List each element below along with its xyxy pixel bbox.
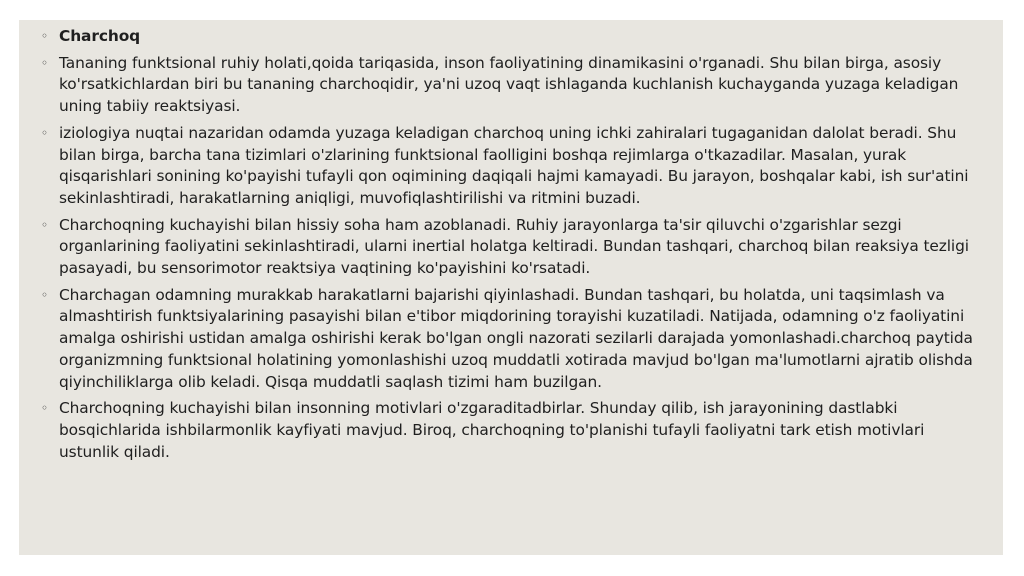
bullet-text: Charchagan odamning murakkab harakatlarni bajarishi qiyinlashadi. Bundan tashqari, bu holatda, uni taqsimlash va almashtirish funktsiyalarining pasayishi bilan e'tibor miqdorining torayishi kuzatiladi. Natijada, odamning o'z faoliyatini amalga oshirishi ustidan amalga oshirishi kerak bo'lgan ongli nazorati sezilarli darajada yomonlashadi.charchoq paytida organizmning funktsional holatining yomonlashishi uzoq muddatli xotirada mavjud bo'lgan ma'lumotlarni ajratib olishda qiyinchiliklarga olib keladi. Qisqa muddatli saqlash tizimi ham buzilgan. — [59, 285, 973, 391]
bullet-marker-icon: ◦ — [41, 217, 48, 232]
bullet-text: Charchoqning kuchayishi bilan insonning motivlari o'zgaraditadbirlar. Shunday qilib, ish jarayonining dastlabki bosqichlarida ishbilarmonlik kayfiyati mavjud. Biroq, charchoqning to'planishi tufayli faoliyatni tark etish motivlari ustunlik qiladi. — [59, 399, 925, 461]
bullet-item — [41, 398, 989, 463]
bullet-marker-icon: ◦ — [41, 55, 48, 70]
bullet-text: Charchoqning kuchayishi bilan hissiy soha ham azoblanadi. Ruhiy jarayonlarga ta'sir qiluvchi o'zgarishlar sezgi organlarining faoliyatini sekinlashtiradi, ularni inertial holatga keltiradi. Bundan tashqari, charchoq bilan reaksiya tezligi pasayadi, bu sensorimotor reaktsiya vaqtining ko'payishini ko'rsatadi. — [59, 215, 969, 278]
bullet-item — [41, 123, 989, 210]
slide-heading: Charchoq — [59, 27, 141, 45]
bullet-text: iziologiya nuqtai nazaridan odamda yuzaga keladigan charchoq uning ichki zahiralari tugaganidan dalolat beradi. Shu bilan birga, barcha tana tizimlari o'zlarining funktsional faolligini boshqa rejimlarga o'tkazadilar. Masalan, yurak qisqarishlari sonining ko'payishi tufayli qon oqimining daqiqali hajmi kamayadi. Bu jarayon, boshqalar kabi, ish sur'atini sekinlashtiradi, harakatlarning aniqligi, muvofiqlashtirilishi va ritmini buzadi. — [59, 123, 969, 207]
content-panel — [19, 20, 1003, 555]
bullet-marker-icon: ◦ — [41, 287, 48, 302]
bullet-item — [41, 53, 989, 118]
bullet-item — [41, 285, 989, 394]
bullet-item — [41, 215, 989, 280]
bullet-list — [19, 20, 1003, 463]
bullet-marker-icon: ◦ — [41, 125, 48, 140]
bullet-item-heading — [41, 26, 989, 48]
bullet-marker-icon: ◦ — [41, 29, 48, 43]
bullet-marker-icon: ◦ — [41, 401, 48, 416]
bullet-text: Tananing funktsional ruhiy holati,qoida tariqasida, inson faoliyatining dinamikasini o'rganadi. Shu bilan birga, asosiy ko'rsatkichlardan biri bu tananing charchoqidir, ya'ni uzoq vaqt ishlaganda kuchlanish kuchayganda yuzaga keladigan uning tabiiy reaktsiyasi. — [59, 53, 959, 116]
